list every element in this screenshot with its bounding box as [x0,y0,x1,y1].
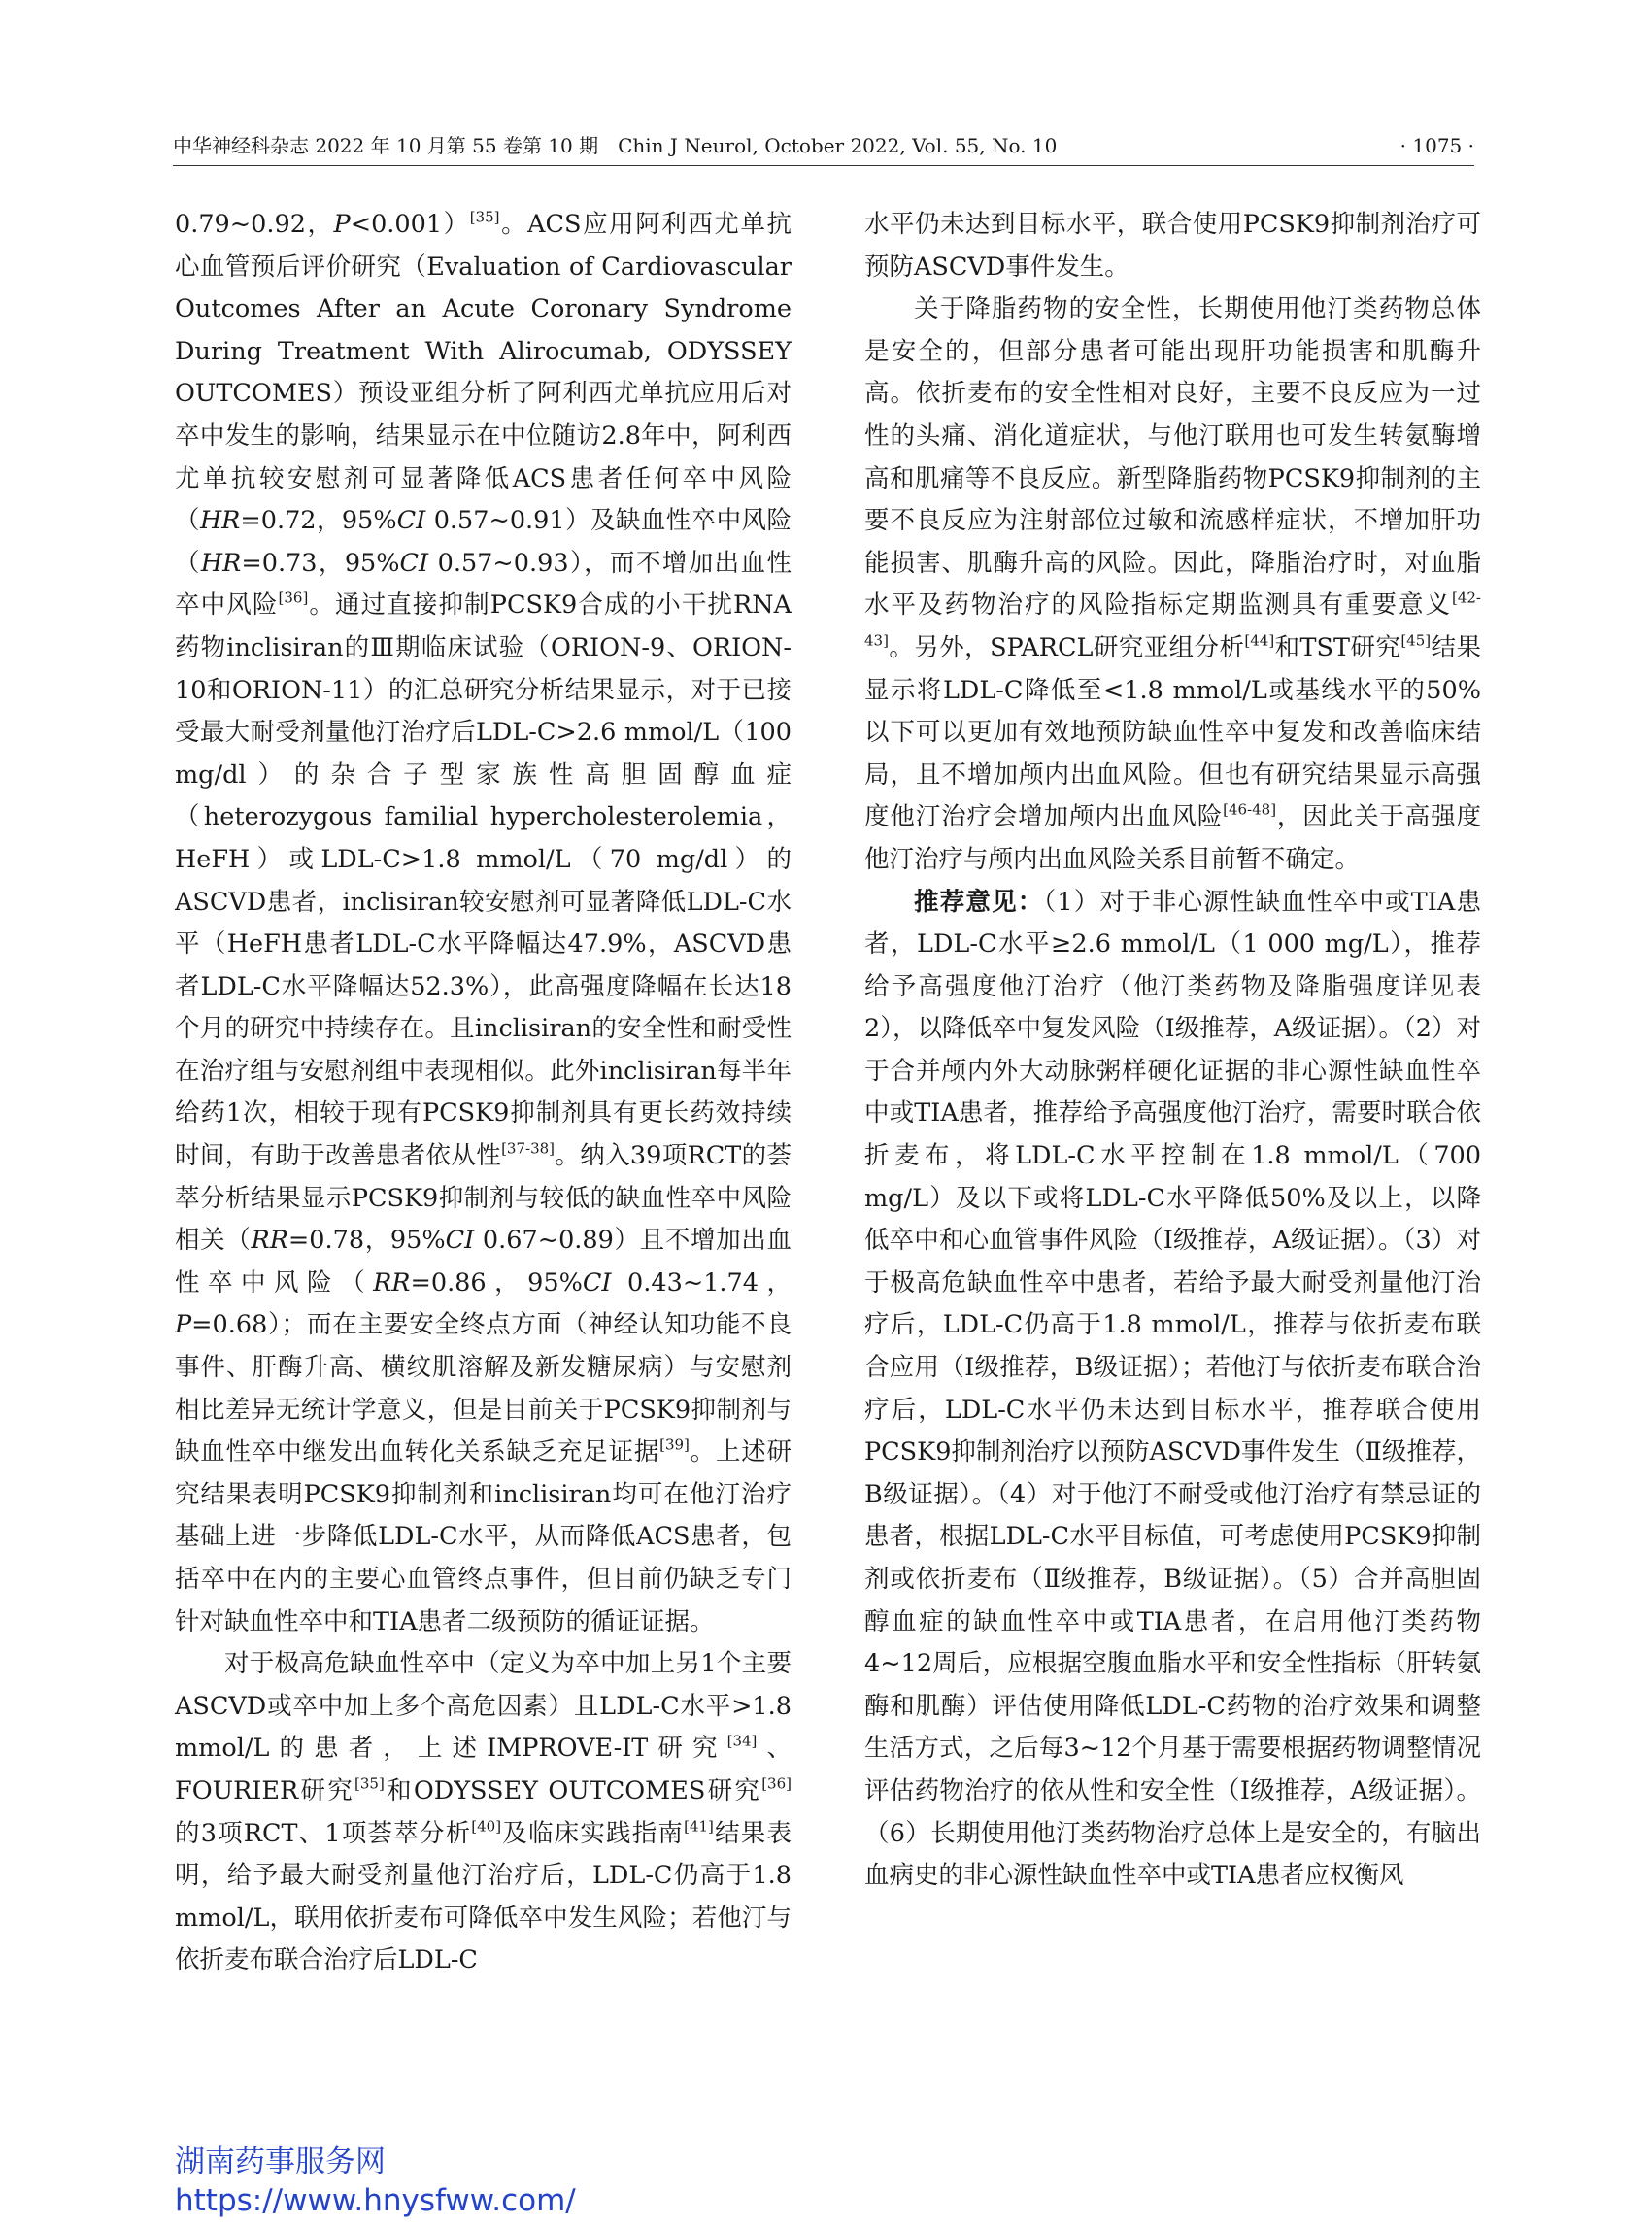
citation-ref: [45] [1400,631,1432,650]
page-number: · 1075 · [1399,134,1474,157]
watermark-url-link[interactable]: https://www.hnysfww.com/ [175,2183,576,2218]
left-paragraph-2: 对于极高危缺血性卒中（定义为卒中加上另1个主要ASCVD或卒中加上多个高危因素）且LDL-C水平>1.8 mmol/L的患者，上述IMPROVE-IT研究[34]、FOURIER研究[35]和ODYSSEY OUTCOMES研究[36]的3项RCT、1项荟萃分析[40]及临床实践指南[41]结果表明，给予最大耐受剂量他汀治疗后，LDL-C仍高于1.8 mmol/L，联用依折麦布可降低卒中发生风险；若他汀与依折麦布联合治疗后LDL-C [175,1649,792,1975]
right-paragraph-1: 水平仍未达到目标水平，联合使用PCSK9抑制剂治疗可预防ASCVD事件发生。 [864,210,1481,282]
right-column [864,204,1481,1898]
citation-ref: [36] [278,589,309,607]
citation-ref: [40] [471,1817,502,1836]
citation-ref: [34] [726,1732,758,1750]
citation-ref: [35] [354,1774,385,1793]
recommendations-paragraph: 推荐意见：（1）对于非心源性缺血性卒中或TIA患者，LDL-C水平≥2.6 mmol/L（1 000 mg/L），推荐给予高强度他汀治疗（他汀类药物及降脂强度详见表2），以降低卒中复发风险（Ⅰ级推荐，A级证据）。（2）对于合并颅内外大动脉粥样硬化证据的非心源性缺血性卒中或TIA患者，推荐给予高强度他汀治疗，需要时联合依折麦布，将LDL-C水平控制在1.8 mmol/L（700 mg/L）及以下或将LDL-C水平降低50%及以上，以降低卒中和心血管事件风险（Ⅰ级推荐，A级证据）。（3）对于极高危缺血性卒中患者，若给予最大耐受剂量他汀治疗后，LDL-C仍高于1.8 mmol/L，推荐与依折麦布联合应用（Ⅰ级推荐，B级证据）；若他汀与依折麦布联合治疗后，LDL-C水平仍未达到目标水平，推荐联合使用PCSK9抑制剂治疗以预防ASCVD事件发生（Ⅱ级推荐，B级证据）。（4）对于他汀不耐受或他汀治疗有禁忌证的患者，根据LDL-C水平目标值，可考虑使用PCSK9抑制剂或依折麦布（Ⅱ级推荐，B级证据）。（5）合并高胆固醇血症的缺血性卒中或TIA患者，在启用他汀类药物4~12周后，应根据空腹血脂水平和安全性指标（肝转氨酶和肌酶）评估使用降低LDL-C药物的治疗效果和调整生活方式，之后每3~12个月基于需要根据药物调整情况评估药物治疗的依从性和安全性（Ⅰ级推荐，A级证据）。（6）长期使用他汀类药物治疗总体上是安全的，有脑出血病史的非心源性缺血性卒中或TIA患者应权衡风 [864,887,1481,1891]
citation-ref: [46-48] [1223,800,1277,819]
recommendations-heading: 推荐意见： [914,887,1044,917]
citation-ref: [39] [659,1435,690,1454]
citation-ref: [36] [761,1774,792,1793]
citation-ref: [44] [1244,631,1275,650]
right-paragraph-2: 关于降脂药物的安全性，长期使用他汀类药物总体是安全的，但部分患者可能出现肝功能损害和肌酶升高。依折麦布的安全性相对良好，主要不良反应为一过性的头痛、消化道症状，与他汀联用也可发生转氨酶增高和肌痛等不良反应。新型降脂药物PCSK9抑制剂的主要不良反应为注射部位过敏和流感样症状，不增加肝功能损害、肌酶升高的风险。因此，降脂治疗时，对血脂水平及药物治疗的风险指标定期监测具有重要意义[42-43]。另外，SPARCL研究亚组分析[44]和TST研究[45]结果显示将LDL-C降低至<1.8 mmol/L或基线水平的50%以下可以更加有效地预防缺血性卒中复发和改善临床结局，且不增加颅内出血风险。但也有研究结果显示高强度他汀治疗会增加颅内出血风险[46-48]，因此关于高强度他汀治疗与颅内出血风险关系目前暂不确定。 [864,294,1481,874]
journal-citation: 中华神经科杂志 2022 年 10 月第 55 卷第 10 期 Chin J Neurol, October 2022, Vol. 55, No. 10 [173,134,1058,157]
citation-ref: [42-43] [864,589,1481,650]
running-header [173,132,1474,166]
citation-ref: [37-38] [501,1139,556,1158]
citation-ref: [35] [469,208,500,226]
left-paragraph-1: 0.79~0.92，P<0.001）[35]。ACS应用阿利西尤单抗心血管预后评价研究（Evaluation of Cardiovascular Outcomes After an Acute Coronary Syndrome During Treatment With Alirocumab, ODYSSEY OUTCOMES）预设亚组分析了阿利西尤单抗应用后对卒中发生的影响，结果显示在中位随访2.8年中，阿利西尤单抗较安慰剂可显著降低ACS患者任何卒中风险（HR=0.72，95%CI 0.57~0.91）及缺血性卒中风险（HR=0.73，95%CI 0.57~0.93），而不增加出血性卒中风险[36]。通过直接抑制PCSK9合成的小干扰RNA药物inclisiran的Ⅲ期临床试验（ORION-9、ORION-10和ORION-11）的汇总研究分析结果显示，对于已接受最大耐受剂量他汀治疗后LDL-C>2.6 mmol/L（100 mg/dl）的杂合子型家族性高胆固醇血症（heterozygous familial hypercholesterolemia，HeFH）或LDL-C>1.8 mmol/L（70 mg/dl）的ASCVD患者，inclisiran较安慰剂可显著降低LDL-C水平（HeFH患者LDL-C水平降幅达47.9%，ASCVD患者LDL-C水平降幅达52.3%），此高强度降幅在长达18个月的研究中持续存在。且inclisiran的安全性和耐受性在治疗组与安慰剂组中表现相似。此外inclisiran每半年给药1次，相较于现有PCSK9抑制剂具有更长药效持续时间，有助于改善患者依从性[37-38]。纳入39项RCT的荟萃分析结果显示PCSK9抑制剂与较低的缺血性卒中风险相关（RR=0.78，95%CI 0.67~0.89）且不增加出血性卒中风险（RR=0.86，95%CI 0.43~1.74，P=0.68）；而在主要安全终点方面（神经认知功能不良事件、肝酶升高、横纹肌溶解及新发糖尿病）与安慰剂相比差异无统计学意义，但是目前关于PCSK9抑制剂与缺血性卒中继发出血转化关系缺乏充足证据[39]。上述研究结果表明PCSK9抑制剂和inclisiran均可在他汀治疗基础上进一步降低LDL-C水平，从而降低ACS患者，包括卒中在内的主要心血管终点事件，但目前仍缺乏专门针对缺血性卒中和TIA患者二级预防的循证证据。 [175,208,792,1636]
citation-ref: [41] [684,1817,714,1836]
watermark-site-name: 湖南药事服务网 [175,2144,386,2179]
site-watermark [175,2142,576,2220]
left-column [175,204,792,1982]
